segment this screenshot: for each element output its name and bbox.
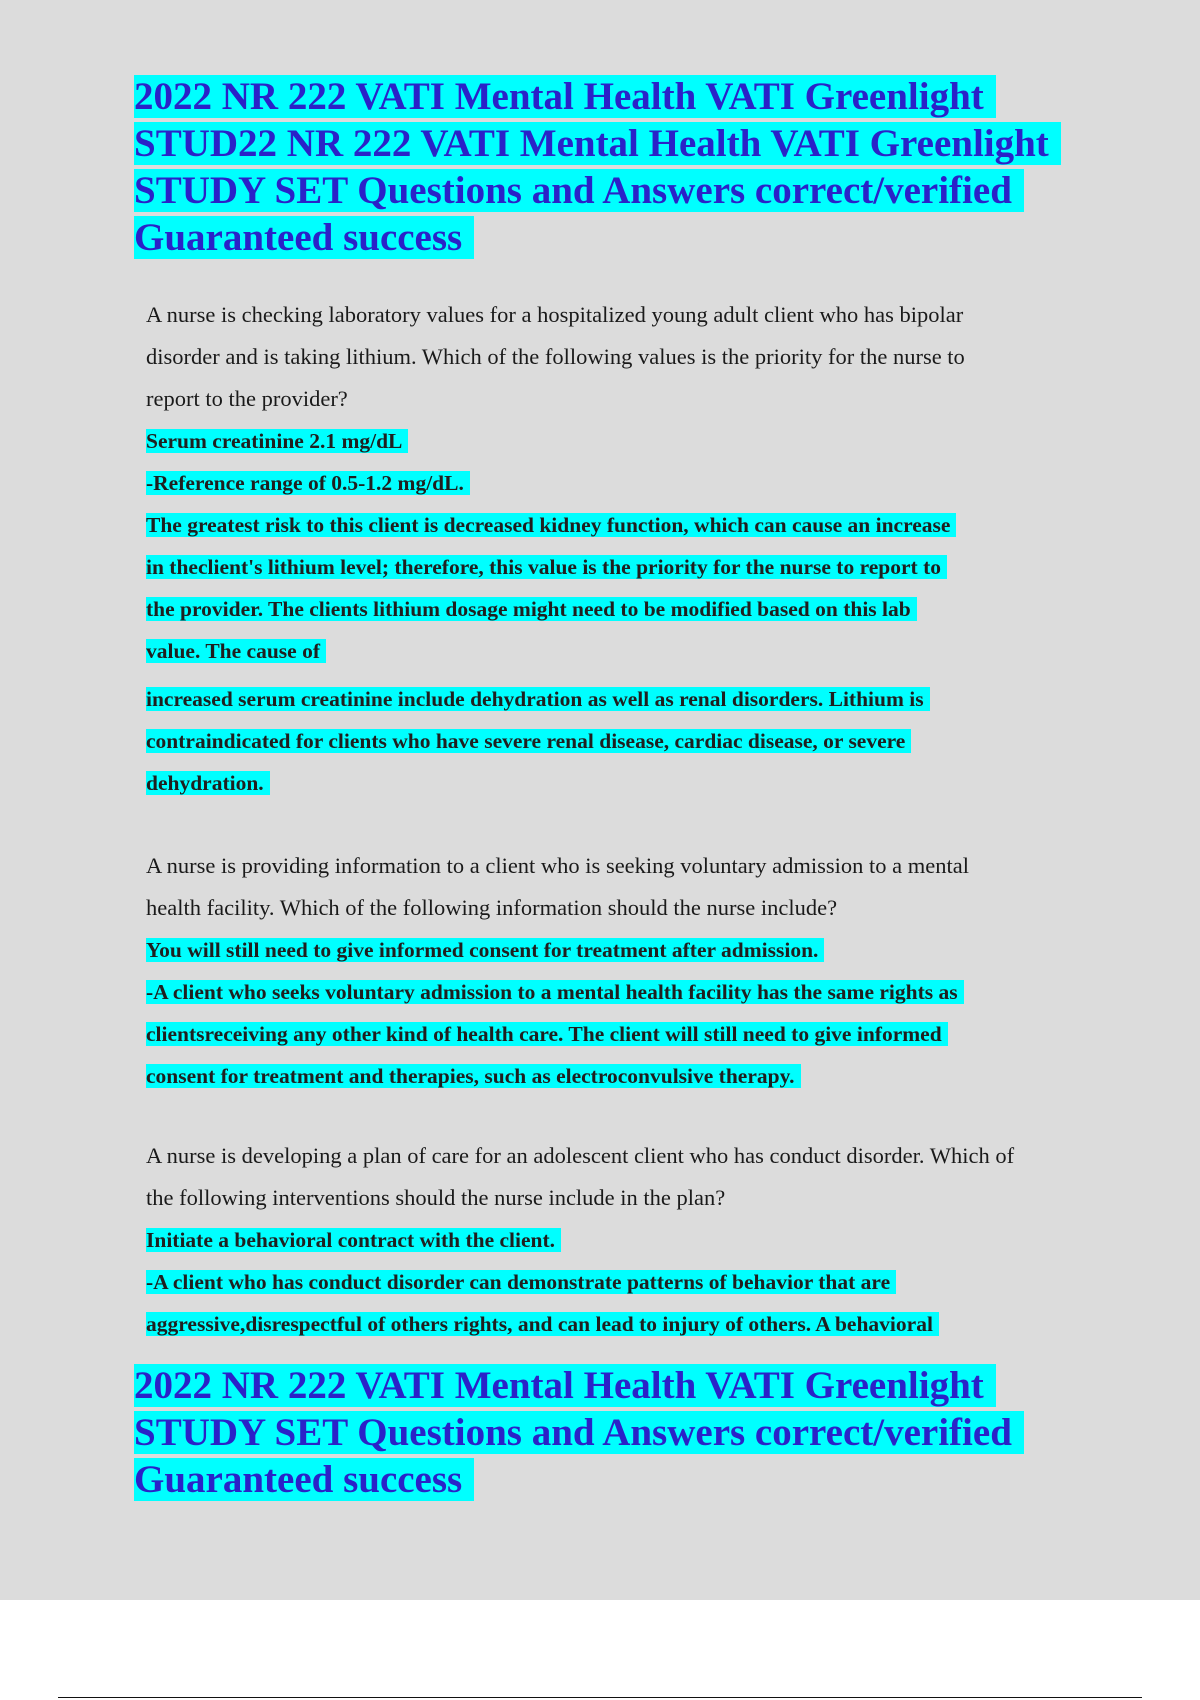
question-text-line: A nurse is providing information to a client who is seeking voluntary admission to a mental <box>146 853 969 878</box>
question-block-3 <box>146 1135 1086 1345</box>
rationale-line: the provider. The clients lithium dosage might need to be modified based on this lab <box>146 588 1086 630</box>
rationale-line: -A client who has conduct disorder can demonstrate patterns of behavior that are <box>146 1261 1086 1303</box>
footer-title <box>134 1362 1134 1503</box>
rationale-line: contraindicated for clients who have severe renal disease, cardiac disease, or severe <box>146 720 1086 762</box>
question-text-line: disorder and is taking lithium. Which of the following values is the priority for the nurse to <box>146 344 965 369</box>
answer-line: Serum creatinine 2.1 mg/dL <box>146 420 1086 462</box>
rationale-line: consent for treatment and therapies, such as electroconvulsive therapy. <box>146 1055 1086 1097</box>
title-line: 2022 NR 222 VATI Mental Health VATI Greenlight <box>134 1362 1134 1409</box>
rationale-line: increased serum creatinine include dehydration as well as renal disorders. Lithium is <box>146 678 1086 720</box>
rationale-line: The greatest risk to this client is decreased kidney function, which can cause an increase <box>146 504 1086 546</box>
rationale-line: clientsreceiving any other kind of health care. The client will still need to give informed <box>146 1013 1086 1055</box>
question-text-line: the following interventions should the nurse include in the plan? <box>146 1185 726 1210</box>
page-divider <box>58 1697 1142 1698</box>
reference-line: -Reference range of 0.5-1.2 mg/dL. <box>146 462 1086 504</box>
title-line: Guaranteed success <box>134 214 1134 261</box>
rationale-line: -A client who seeks voluntary admission to a mental health facility has the same rights as <box>146 971 1086 1013</box>
question-text-line: report to the provider? <box>146 386 348 411</box>
title-line: STUD22 NR 222 VATI Mental Health VATI Greenlight <box>134 120 1134 167</box>
title-line: STUDY SET Questions and Answers correct/verified <box>134 1409 1134 1456</box>
title-line: 2022 NR 222 VATI Mental Health VATI Greenlight <box>134 73 1134 120</box>
question-text-line: A nurse is checking laboratory values for a hospitalized young adult client who has bipolar <box>146 302 964 327</box>
title-line: Guaranteed success <box>134 1456 1134 1503</box>
answer-line: Initiate a behavioral contract with the client. <box>146 1219 1086 1261</box>
document-title <box>134 73 1134 261</box>
rationale-line: dehydration. <box>146 762 1086 804</box>
rationale-line: aggressive,disrespectful of others rights, and can lead to injury of others. A behavioral <box>146 1303 1086 1345</box>
title-line: STUDY SET Questions and Answers correct/verified <box>134 167 1134 214</box>
question-block-1 <box>146 294 1086 804</box>
question-text-line: health facility. Which of the following information should the nurse include? <box>146 895 838 920</box>
answer-line: You will still need to give informed consent for treatment after admission. <box>146 929 1086 971</box>
rationale-line: in theclient's lithium level; therefore, this value is the priority for the nurse to report to <box>146 546 1086 588</box>
rationale-line: value. The cause of <box>146 630 1086 672</box>
question-text-line: A nurse is developing a plan of care for an adolescent client who has conduct disorder. Which of <box>146 1143 1015 1168</box>
question-block-2 <box>146 845 1086 1097</box>
